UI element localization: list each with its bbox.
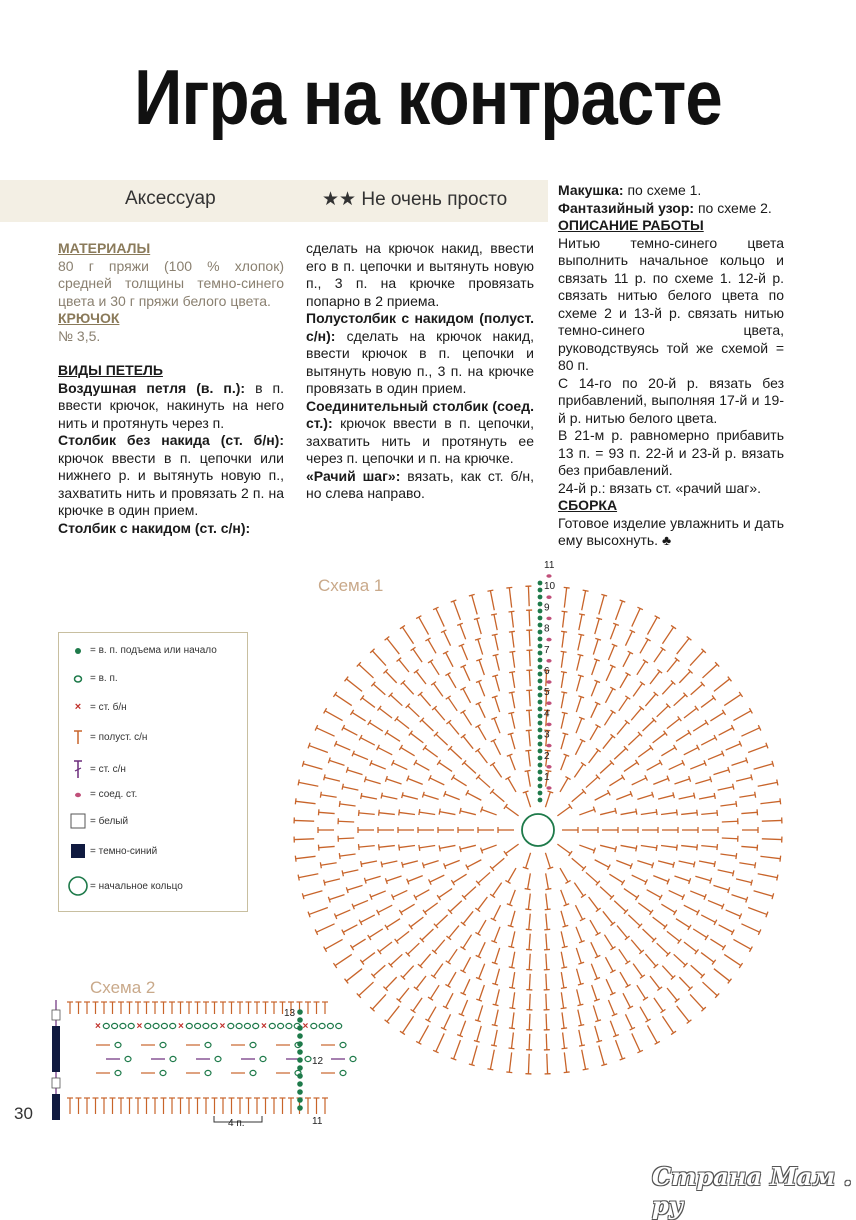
chain-oval xyxy=(340,1070,346,1075)
chain-oval xyxy=(244,1023,250,1028)
description-heading: ОПИСАНИЕ РАБОТЫ xyxy=(558,217,784,235)
chain-oval xyxy=(211,1023,217,1028)
legend-item: = начальное кольцо xyxy=(69,875,183,897)
chain-dot xyxy=(297,1057,303,1063)
chain-dot xyxy=(297,1073,303,1079)
chain-oval xyxy=(170,1056,176,1061)
chain-oval xyxy=(236,1023,242,1028)
assembly-text: Готовое изделие увлажнить и дать ему высохнуть. ♣ xyxy=(558,515,784,550)
stitch-dc-text: сделать на крючок накид, ввести его в п. цепочки и вытянуть новую п., 3 п. на крючке провязать попарно в 2 приема. xyxy=(306,240,534,310)
row-number: 8 xyxy=(544,624,550,635)
legend-item: × = ст. б/н xyxy=(69,701,127,713)
row-number: 11 xyxy=(544,560,555,571)
chain-oval xyxy=(250,1042,256,1047)
materials-text: 80 г пряжи (100 % хлопок) средней толщины темно-синего цвета и 30 г пряжи белого цвета. xyxy=(58,258,284,311)
chain-oval xyxy=(228,1023,234,1028)
chain-oval xyxy=(115,1042,121,1047)
chain-oval xyxy=(112,1023,118,1028)
sc-cross: × xyxy=(261,1021,267,1032)
legend-item: = полуст. с/н xyxy=(69,729,147,745)
chain-oval xyxy=(186,1023,192,1028)
chain-oval xyxy=(195,1023,201,1028)
category-label: Аксессуар xyxy=(125,188,216,210)
chain-dot xyxy=(297,1049,303,1055)
row-number: 12 xyxy=(312,1056,324,1067)
top-label: Макушка: xyxy=(558,182,624,198)
legend-item: = темно-синий xyxy=(69,843,157,859)
color-marker xyxy=(52,1026,60,1072)
legend-item: = в. п. подъема или начало xyxy=(69,645,217,656)
chain-oval xyxy=(350,1056,356,1061)
hook-size: № 3,5. xyxy=(58,328,284,346)
chain-oval xyxy=(327,1023,333,1028)
watermark: Страна Мам . ру xyxy=(652,1162,856,1220)
chain-dot xyxy=(297,1025,303,1031)
hook-heading: КРЮЧОК xyxy=(58,310,284,328)
row-number: 1 xyxy=(544,772,550,783)
chain-dot xyxy=(297,1105,303,1111)
color-marker xyxy=(52,1010,60,1020)
chain-oval xyxy=(203,1023,209,1028)
chain-oval xyxy=(125,1056,131,1061)
sc-cross: × xyxy=(303,1021,309,1032)
sc-cross: × xyxy=(137,1021,143,1032)
chain-oval xyxy=(305,1056,311,1061)
row-number: 2 xyxy=(544,751,550,762)
chain-dot xyxy=(297,1081,303,1087)
sc-cross: × xyxy=(95,1021,101,1032)
description-p3: В 21-м р. равномерно прибавить 13 п. = 93 п. 22-й и 23-й р. вязать без прибавлений. xyxy=(558,427,784,480)
pattern-label: Фантазийный узор: xyxy=(558,200,694,216)
repeat-label: 4 п. xyxy=(228,1118,245,1129)
chain-oval xyxy=(215,1056,221,1061)
row-number: 11 xyxy=(312,1116,323,1127)
row-number: 7 xyxy=(544,645,550,656)
instructions-column: Макушка: по схеме 1. Фантазийный узор: по схеме 2. ОПИСАНИЕ РАБОТЫ Нитью темно-синего цвета выполнить начальное кольцо и связать 11 р. по схеме 1. 12-й р. связать нитью белого цвета по схеме 2 и 13-й р. связать нитью темно-синего цвета, руководствуясь той же схемой = 80 п. С 14-го по 20-й р. вязать без прибавлений, выполняя 17-й и 19-й р. нитью белого цвета. В 21-м р. равномерно прибавить 13 п. = 93 п. 22-й и 23-й р. вязать без прибавлений. 24-й р.: вязать ст. «рачий шаг». СБОРКА Готовое изделие увлажнить и дать ему высохнуть. ♣ xyxy=(558,182,784,550)
stitch-dc-title: Столбик с накидом (ст. с/н): xyxy=(58,520,284,538)
row-number: 5 xyxy=(544,687,550,698)
chain-oval xyxy=(145,1023,151,1028)
chain-dot xyxy=(297,1033,303,1039)
stitch-crab: «Рачий шаг»: вязать, как ст. б/н, но слева направо. xyxy=(306,468,534,503)
chain-oval xyxy=(115,1070,121,1075)
cross-icon: × xyxy=(69,701,87,713)
legend-item: = в. п. xyxy=(69,673,118,684)
chain-oval xyxy=(120,1023,126,1028)
description-p1: Нитью темно-синего цвета выполнить начальное кольцо и связать 11 р. по схеме 1. 12-й р. связать нитью белого цвета по схеме 2 и 13-й р. связать нитью темно-синего цвета, руководствуясь той же схемой = 80 п. xyxy=(558,235,784,375)
color-marker xyxy=(52,1094,60,1120)
chain-oval xyxy=(205,1070,211,1075)
page-number: 30 xyxy=(14,1104,33,1124)
chain-oval xyxy=(336,1023,342,1028)
chain-dot xyxy=(297,1009,303,1015)
chain-dot xyxy=(297,1017,303,1023)
description-p2: С 14-го по 20-й р. вязать без прибавлений, выполняя 17-й и 19-й р. нитью белого цвета. xyxy=(558,375,784,428)
materials-heading: МАТЕРИАЛЫ xyxy=(58,240,284,258)
chain-oval xyxy=(103,1023,109,1028)
sc-cross: × xyxy=(220,1021,226,1032)
chain-oval xyxy=(311,1023,317,1028)
legend-item: = соед. ст. xyxy=(69,789,137,800)
description-p4: 24-й р.: вязать ст. «рачий шаг». xyxy=(558,480,784,498)
chain-dot xyxy=(297,1089,303,1095)
chain-dot xyxy=(297,1041,303,1047)
color-marker xyxy=(52,1078,60,1088)
legend-item: = ст. с/н xyxy=(69,759,126,779)
stitches-heading: ВИДЫ ПЕТЕЛЬ xyxy=(58,362,284,380)
difficulty-label: ★★ Не очень просто xyxy=(322,188,507,211)
schema2-label: Схема 2 xyxy=(90,978,155,998)
chain-oval xyxy=(250,1070,256,1075)
sc-cross: × xyxy=(178,1021,184,1032)
row-number: 6 xyxy=(544,666,550,677)
chain-oval xyxy=(160,1042,166,1047)
stitch-hdc: Полустолбик с накидом (полуст. с/н): сделать на крючок накид, ввести крючок в п. цепочки и вытянуть новую п., 3 п. на крючке провязать в один прием. xyxy=(306,310,534,398)
chain-oval xyxy=(269,1023,275,1028)
stitch-chain: Воздушная петля (в. п.): в п. ввести крючок, накинуть на него нить и протянуть через п. xyxy=(58,380,284,433)
row-number: 13 xyxy=(284,1008,296,1019)
chain-oval xyxy=(286,1023,292,1028)
row-number: 9 xyxy=(544,602,550,613)
chain-oval xyxy=(153,1023,159,1028)
page-title: Игра на контрасте xyxy=(60,52,796,143)
chain-oval xyxy=(253,1023,259,1028)
row-number: 4 xyxy=(544,708,550,719)
chain-dot xyxy=(297,1097,303,1103)
chain-oval xyxy=(340,1042,346,1047)
chain-oval xyxy=(128,1023,134,1028)
chain-oval xyxy=(205,1042,211,1047)
stitch-slip: Соединительный столбик (соед. ст.): крючок ввести в п. цепочки, захватить нить и протянуть ее через п. цепочки и п. на крючке. xyxy=(306,398,534,468)
row-number: 3 xyxy=(544,730,550,741)
legend-item: = белый xyxy=(69,813,128,829)
chain-dot xyxy=(297,1065,303,1071)
chain-oval xyxy=(160,1070,166,1075)
chain-oval xyxy=(260,1056,266,1061)
stitch-sc: Столбик без накида (ст. б/н): крючок ввести в п. цепочки или нижнего р. и вытянуть новую п., захватить нить и провязать 2 п. на крючке в один прием. xyxy=(58,432,284,520)
assembly-heading: СБОРКА xyxy=(558,497,784,515)
chain-oval xyxy=(161,1023,167,1028)
row-number: 10 xyxy=(544,581,556,592)
chain-oval xyxy=(278,1023,284,1028)
schema1-label: Схема 1 xyxy=(318,576,383,596)
chain-oval xyxy=(170,1023,176,1028)
chain-oval xyxy=(319,1023,325,1028)
